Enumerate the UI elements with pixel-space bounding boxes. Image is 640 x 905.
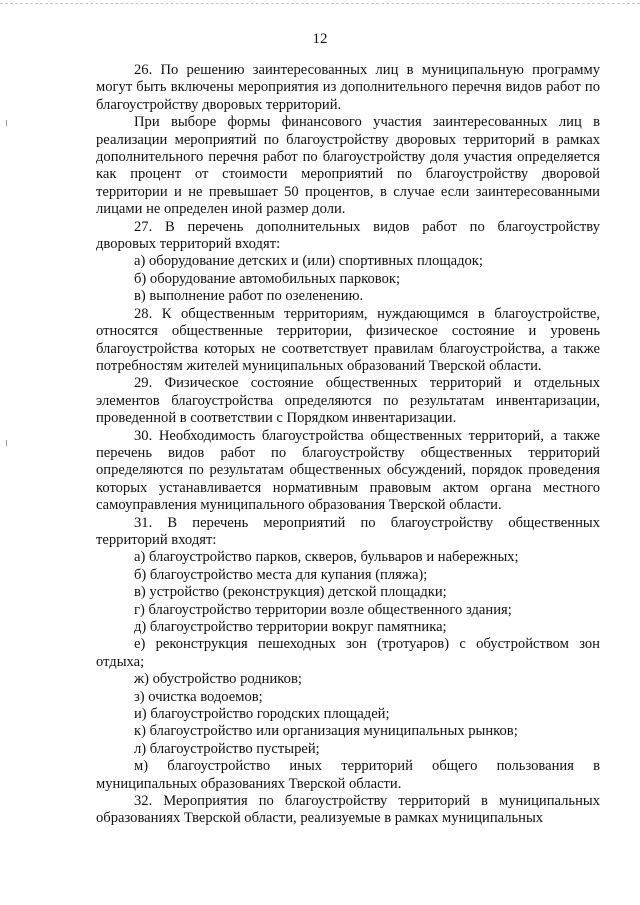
paragraph-27: 27. В перечень дополнительных видов работ по благоустройству дворовых территорий входят:	[96, 218, 600, 253]
scan-edge	[0, 0, 640, 4]
list-item: к) благоустройство или организация муниципальных рынков;	[134, 723, 518, 740]
list-item: м) благоустройство иных территорий общего пользования в муниципальных образованиях Тверской области.	[96, 758, 600, 792]
document-body	[96, 62, 600, 828]
paragraph-31: 31. В перечень мероприятий по благоустройству общественных территорий входят:	[96, 514, 600, 548]
list-item: г) благоустройство территории возле общественного здания;	[134, 601, 512, 618]
list-item: д) благоустройство территории вокруг памятника;	[134, 619, 447, 635]
list-item: з) очистка водоемов;	[134, 688, 263, 705]
paragraph-32: 32. Мероприятия по благоустройству территорий в муниципальных образованиях Тверской области, реализуемые в рамках муниципальных	[96, 793, 600, 827]
margin-mark	[6, 440, 7, 446]
list-item: и) благоустройство городских площадей;	[134, 706, 390, 723]
list-item: а) оборудование детских и (или) спортивных площадок;	[134, 253, 483, 270]
list-item: а) благоустройство парков, скверов, бульваров и набережных;	[134, 549, 519, 566]
paragraph-28: 28. К общественным территориям, нуждающимся в благоустройстве, относятся общественные территории, физическое состояние и уровень благоустройства которых не соответствует правилам благоустройства, а также потребностям жителей муниципальных образований Тверской области.	[96, 305, 600, 374]
paragraph-30: 30. Необходимость благоустройства общественных территорий, а также перечень видов работ по благоустройству общественных территорий определяются по результатам общественных обсуждений, порядок проведения которых устанавливается нормативным правовым актом органа местного самоуправления муниципального образования Тверской области.	[96, 427, 600, 514]
page-number: 12	[312, 31, 328, 47]
paragraph-26-financial: При выборе формы финансового участия заинтересованных лиц в реализации мероприятий по благоустройству дворовых территорий в рамках дополнительного перечня работ по благоустройству доля участия определяется как процент от стоимости мероприятий по благоустройству дворовой территории и не превышает 50 процентов, в случае если заинтересованными лицами не определен иной размер доли.	[96, 114, 600, 218]
list-item: б) благоустройство места для купания (пляжа);	[134, 566, 428, 583]
list-item: б) оборудование автомобильных парковок;	[134, 270, 401, 287]
list-item: в) выполнение работ по озеленению.	[134, 288, 364, 305]
margin-mark	[6, 120, 7, 126]
list-item: в) устройство (реконструкция) детской площадки;	[134, 584, 447, 601]
list-item: л) благоустройство пустырей;	[134, 740, 320, 757]
paragraph-29: 29. Физическое состояние общественных территорий и отдельных элементов благоустройства определяются по результатам инвентаризации, проведенной в соответствии с Порядком инвентаризации.	[96, 375, 600, 427]
list-item: ж) обустройство родников;	[134, 671, 302, 688]
list-item: е) реконструкция пешеходных зон (тротуаров) с обустройством зон отдыха;	[96, 636, 600, 670]
paragraph-26: 26. По решению заинтересованных лиц в муниципальную программу могут быть включены мероприятия из дополнительного перечня видов работ по благоустройству дворовых территорий.	[96, 62, 600, 113]
